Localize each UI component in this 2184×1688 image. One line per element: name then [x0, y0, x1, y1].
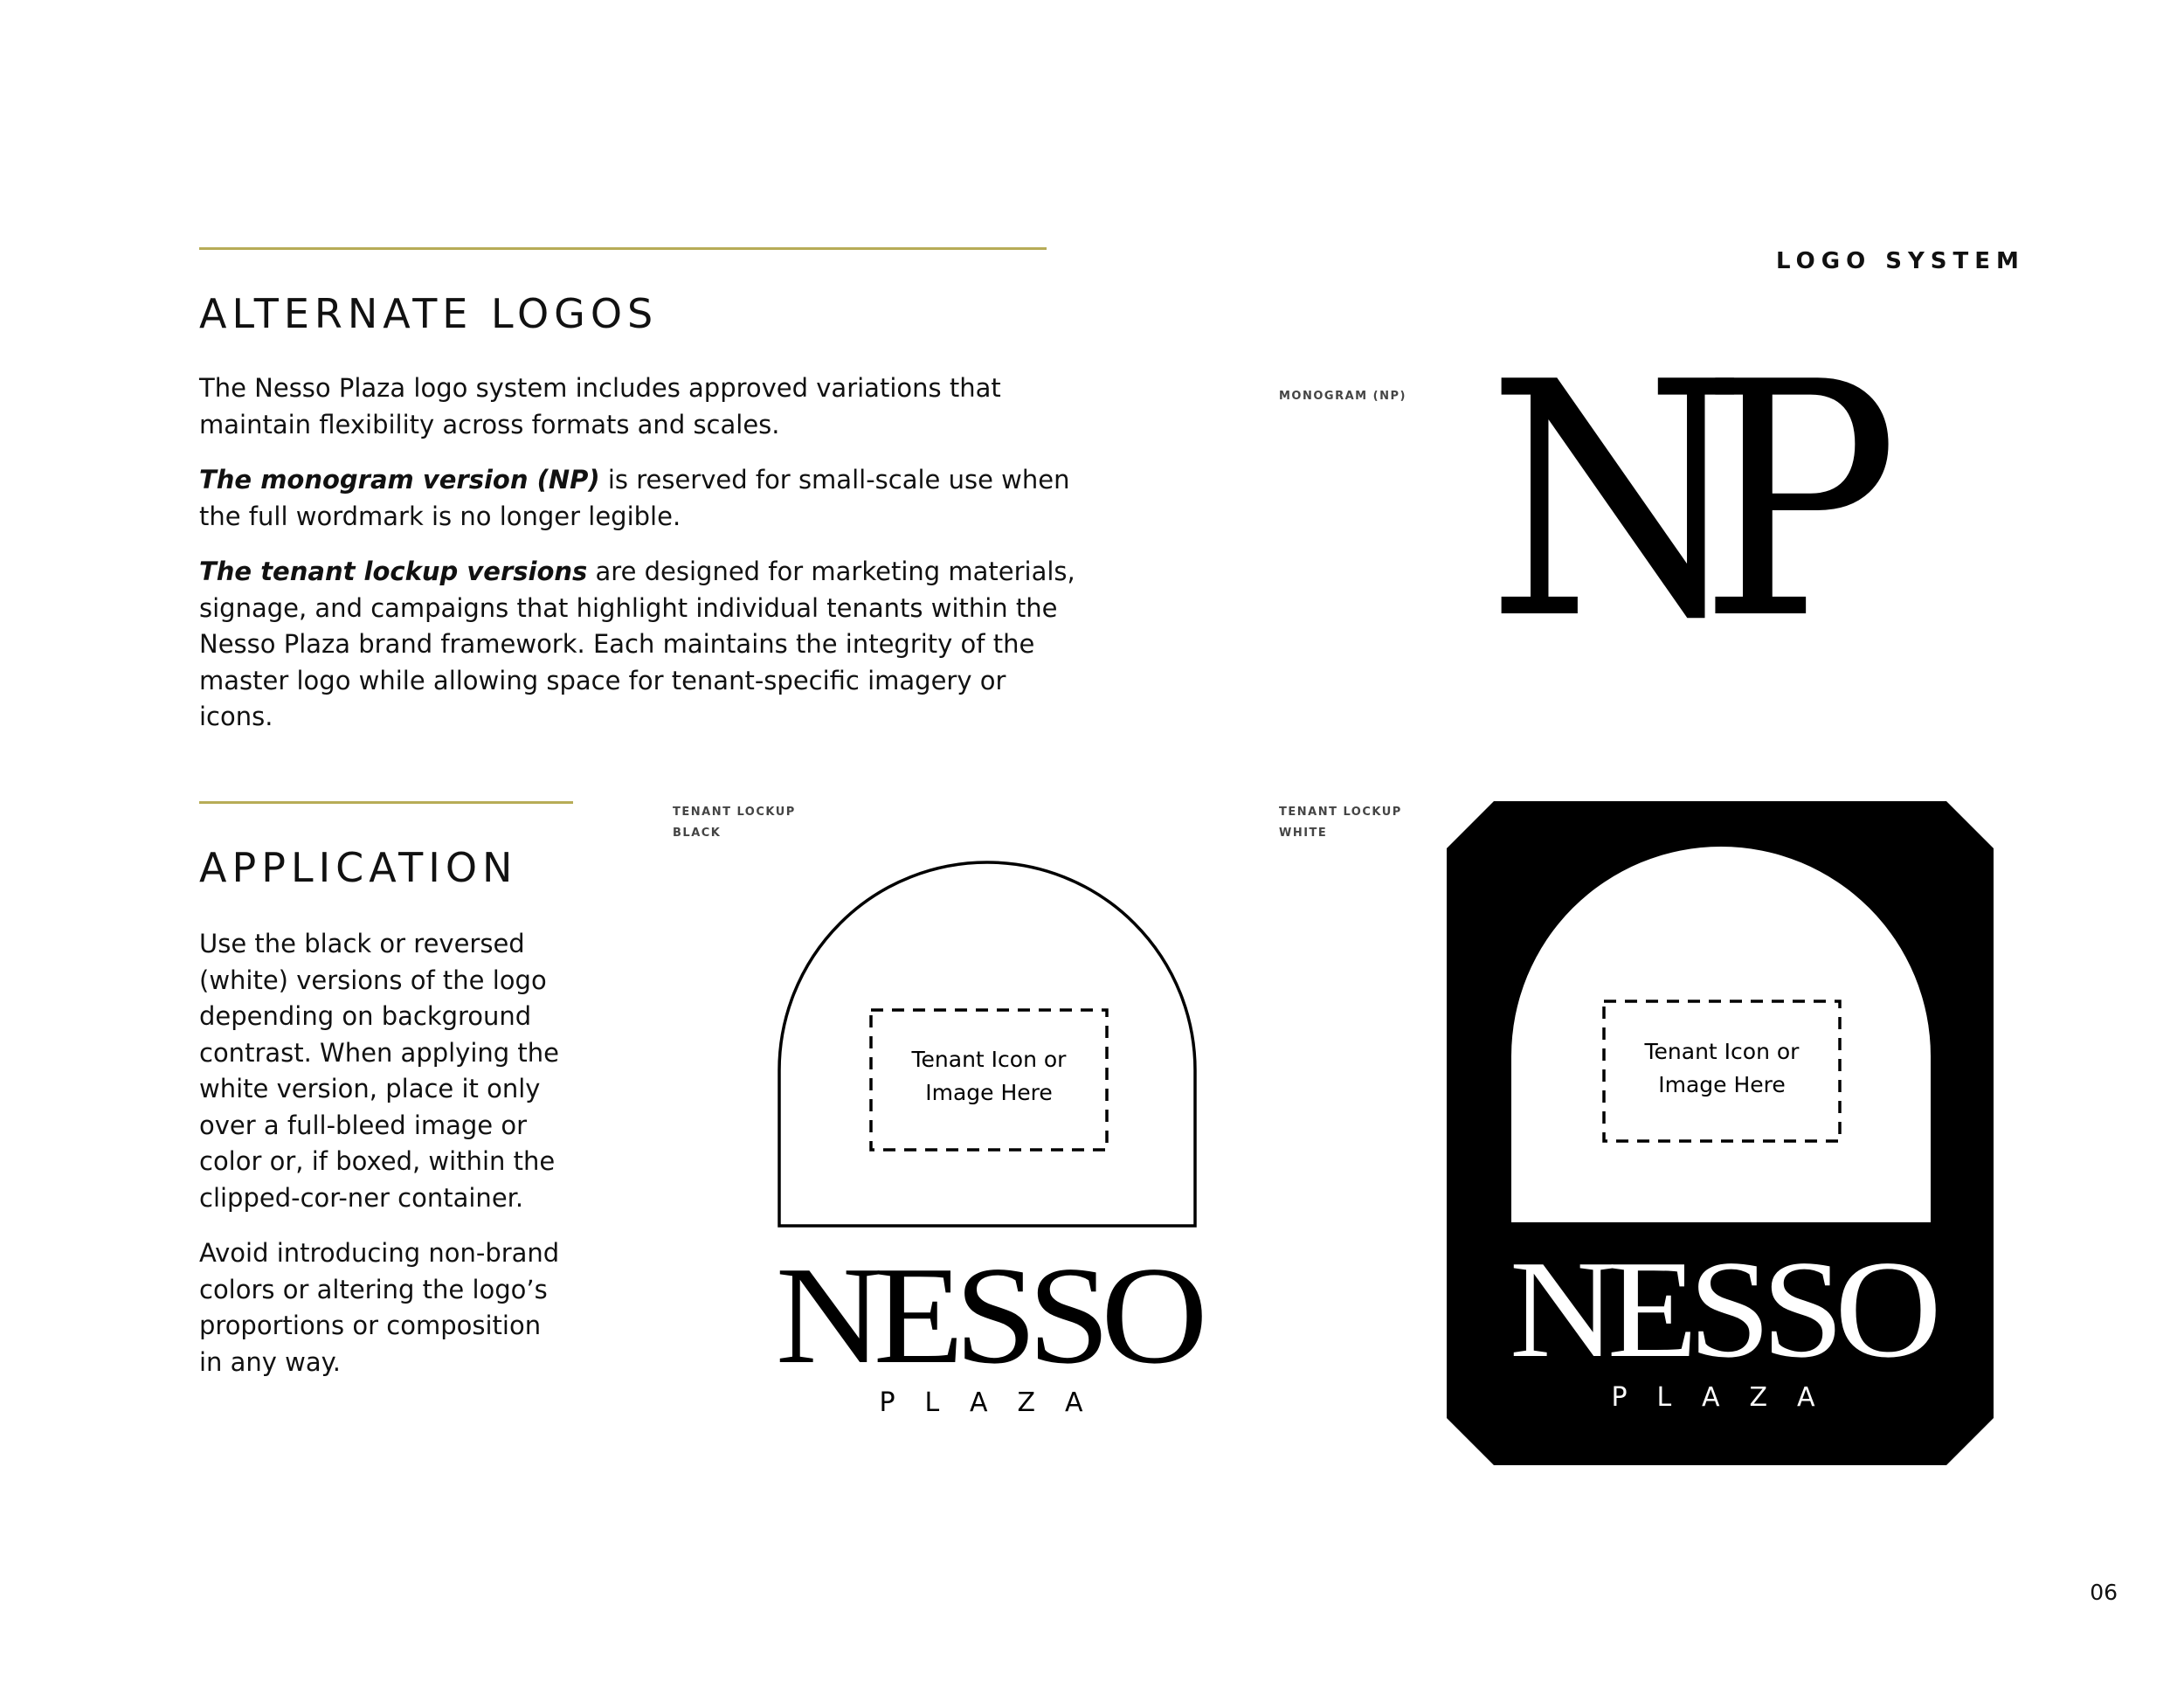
application-paragraph-2: Avoid introducing non-brand colors or altering the logo’s proportions or composition in any way.	[199, 1238, 560, 1377]
tenant-paragraph	[199, 554, 1082, 736]
application-body	[199, 926, 570, 1400]
monogram-description: is reserved for small-scale use when the full wordmark is no longer legible.	[199, 465, 1070, 531]
lockup-black-wordmark: NESSO	[775, 1237, 1199, 1393]
lockup-white-caption-line-1: TENANT LOCKUP	[1279, 806, 1402, 819]
monogram-paragraph	[199, 462, 1082, 535]
page-number: 06	[2090, 1580, 2118, 1605]
application-paragraph-1: Use the black or reversed (white) versions of the logo depending on background contrast. When applying the white version, place it only over a full-bleed image or color or, if boxed, within the clipped-cor-ner container.	[199, 929, 560, 1213]
lockup-black-caption	[673, 802, 796, 844]
monogram-logo: NP	[1487, 315, 1851, 690]
lockup-white-caption-line-2: WHITE	[1279, 827, 1328, 840]
lockup-white-wordmark: NESSO	[1509, 1231, 1933, 1387]
section-divider-rule	[199, 247, 1047, 250]
lockup-black-caption-line-1: TENANT LOCKUP	[673, 806, 796, 819]
lockup-black-subtitle: PLAZA	[879, 1387, 1113, 1418]
tenant-lead: The tenant lockup versions	[199, 557, 588, 586]
application-divider-rule	[199, 801, 573, 804]
lockup-black-placeholder-line-2: Image Here	[925, 1080, 1053, 1105]
lockup-black-placeholder-text	[871, 1043, 1107, 1110]
lockup-white-placeholder-line-2: Image Here	[1658, 1072, 1786, 1097]
lockup-white-caption	[1279, 802, 1402, 844]
lockup-white-subtitle: PLAZA	[1611, 1382, 1845, 1413]
tenant-description: are designed for marketing materials, signage, and campaigns that highlight individual tenants within the Nesso Plaza brand framework. Each maintains the integrity of the master logo while allowing space for tenant-specific imagery or icons.	[199, 557, 1075, 731]
application-title: APPLICATION	[199, 844, 518, 891]
intro-paragraph: The Nesso Plaza logo system includes approved variations that maintain flexibility across formats and scales.	[199, 373, 1001, 439]
alternate-logos-title: ALTERNATE LOGOS	[199, 290, 659, 337]
lockup-black-placeholder-line-1: Tenant Icon or	[911, 1047, 1067, 1072]
lockup-white-placeholder-line-1: Tenant Icon or	[1644, 1039, 1800, 1064]
alternate-logos-body	[199, 370, 1082, 755]
monogram-lead: The monogram version (NP)	[199, 465, 600, 495]
lockup-white-placeholder-text	[1604, 1035, 1840, 1102]
monogram-caption: MONOGRAM (NP)	[1279, 390, 1406, 403]
lockup-black-caption-line-2: BLACK	[673, 827, 722, 840]
section-kicker: LOGO SYSTEM	[1776, 248, 2025, 274]
